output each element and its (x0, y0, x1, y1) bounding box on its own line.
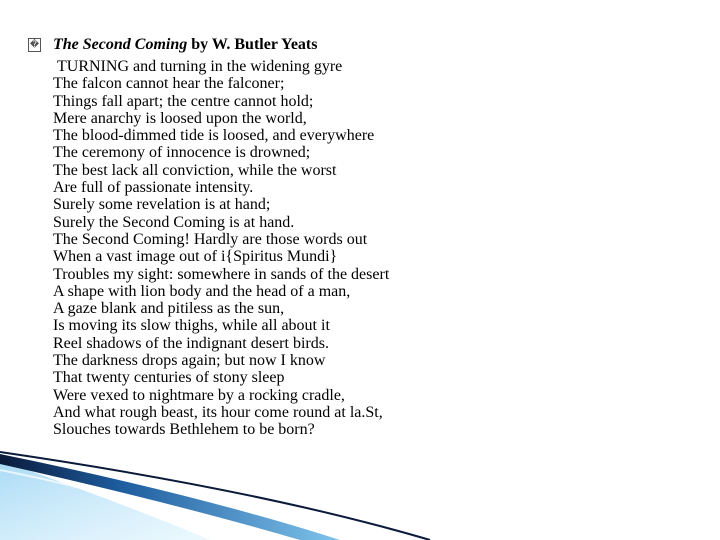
poem-body (53, 58, 389, 439)
poem-line: The falcon cannot hear the falconer; (53, 75, 285, 93)
bullet-icon: � (29, 40, 40, 50)
poem-line: A gaze blank and pitiless as the sun, (53, 300, 285, 318)
poem-line: Reel shadows of the indignant desert birds. (53, 334, 329, 352)
poem-line: Mere anarchy is loosed upon the world, (53, 109, 307, 127)
poem-line: Slouches towards Bethlehem to be born? (53, 421, 315, 439)
poem-line: The ceremony of innocence is drowned; (53, 144, 311, 162)
poem-line: Were vexed to nightmare by a rocking cradle, (53, 386, 345, 404)
decorative-swoosh (0, 440, 720, 540)
poem-line: The darkness drops again; but now I know (53, 352, 326, 370)
poem-title (53, 36, 317, 54)
poem-title-author: by W. Butler Yeats (187, 36, 318, 53)
poem-line: Are full of passionate intensity. (53, 179, 254, 197)
poem-line: A shape with lion body and the head of a man, (53, 282, 351, 300)
poem-line: Troubles my sight: somewhere in sands of the desert (53, 265, 390, 283)
poem-line: Is moving its slow thighs, while all about it (53, 317, 330, 335)
poem-title-name: The Second Coming (53, 36, 188, 53)
poem-line: When a vast image out of i{Spiritus Mundi} (53, 248, 338, 266)
poem-line: The Second Coming! Hardly are those words out (53, 230, 368, 248)
poem-line: Surely the Second Coming is at hand. (53, 213, 295, 231)
poem-line: Things fall apart; the centre cannot hold; (53, 92, 314, 110)
poem-line: That twenty centuries of stony sleep (53, 369, 285, 387)
poem-line: The blood-dimmed tide is loosed, and everywhere (53, 127, 375, 145)
poem-line: TURNING and turning in the widening gyre (57, 58, 343, 75)
poem-line: And what rough beast, its hour come round at la.St, (53, 403, 383, 421)
poem-line: The best lack all conviction, while the worst (53, 161, 337, 179)
poem-line: Surely some revelation is at hand; (53, 196, 271, 214)
